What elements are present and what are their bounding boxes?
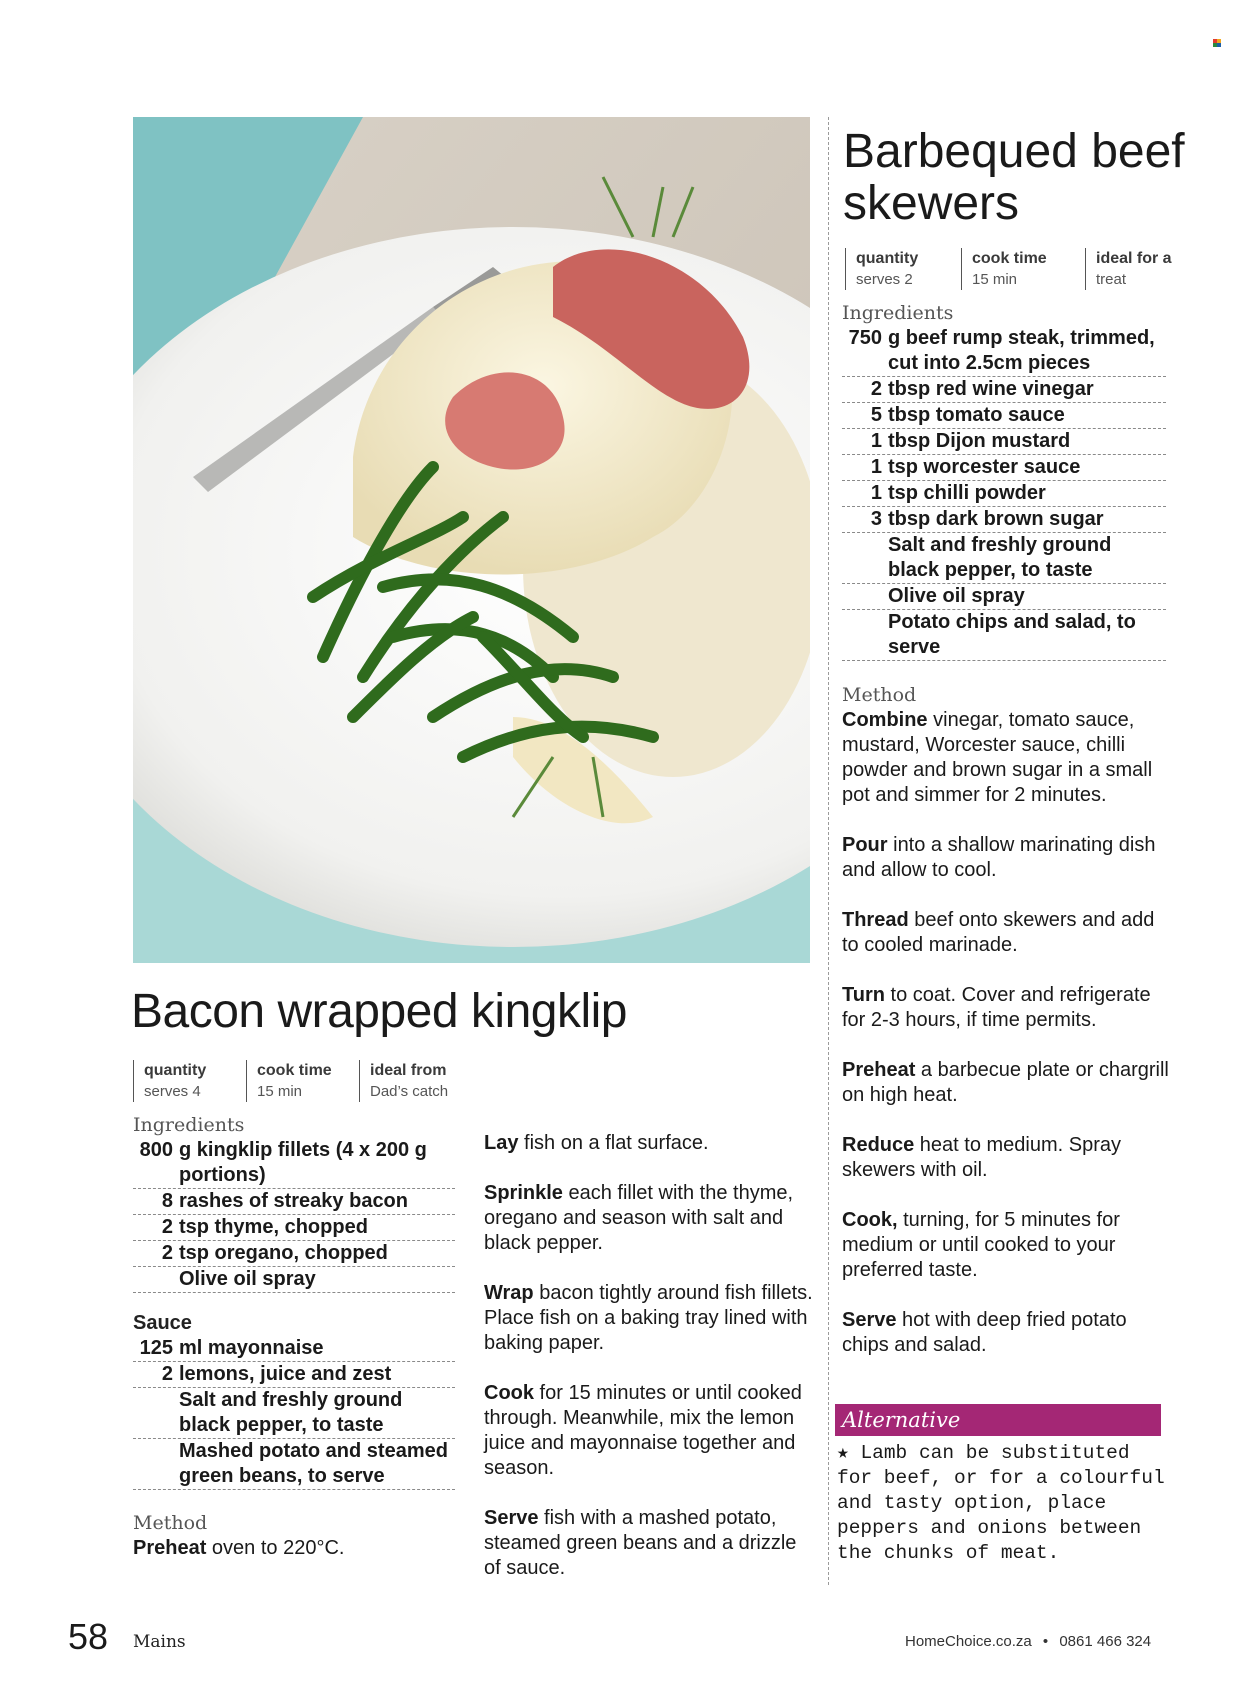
ingredient-text: tsp oregano, chopped: [179, 1242, 388, 1264]
ingredient-qty: 750: [848, 327, 882, 349]
kingklip-recipe-meta: [133, 1060, 490, 1102]
method-step-text: each fillet with the thyme, oregano and season with salt and black pepper.: [484, 1182, 794, 1254]
ingredient-qty: 2: [870, 378, 882, 400]
footer-website: HomeChoice.co.za: [905, 1633, 1032, 1650]
ingredient-qty: [133, 1439, 179, 1489]
method-step: [133, 1536, 453, 1561]
ingredient-qty: 2: [161, 1242, 173, 1264]
meta-label: cook time: [972, 250, 1047, 267]
ingredient-qty: [842, 584, 888, 609]
meta-label: ideal from: [370, 1062, 447, 1079]
ingredient-row: [133, 1388, 455, 1439]
meta-quantity: [845, 248, 951, 290]
meta-label: cook time: [257, 1062, 332, 1079]
footer-separator: •: [1042, 1633, 1049, 1650]
section-name: Mains: [133, 1632, 186, 1652]
method-step: [484, 1281, 814, 1356]
ingredient-text: Salt and freshly ground black pepper, to taste: [888, 534, 1112, 581]
meta-cook-time: [961, 248, 1075, 290]
ingredient-row: [133, 1336, 455, 1362]
kingklip-method-first: [133, 1536, 453, 1586]
ingredient-qty: [133, 1267, 179, 1292]
column-divider: [828, 117, 829, 1585]
meta-ideal-for: [1085, 248, 1196, 290]
ingredient-qty: 8: [161, 1190, 173, 1212]
ingredient-row: [842, 403, 1166, 429]
ingredient-text: tbsp dark brown sugar: [888, 508, 1104, 530]
ingredient-row: [133, 1189, 455, 1215]
method-step-text: heat to medium. Spray skewers with oil.: [842, 1134, 1122, 1181]
method-step-text: a barbecue plate or chargrill on high heat.: [842, 1059, 1169, 1106]
method-step-text: beef onto skewers and add to cooled marinade.: [842, 909, 1155, 956]
ingredient-row: [842, 610, 1166, 661]
method-step-text: vinegar, tomato sauce, mustard, Worcester sauce, chilli powder and brown sugar in a small pot and simmer for 2 minutes.: [842, 709, 1153, 806]
method-step-lead: Serve: [484, 1507, 539, 1529]
method-step-text: hot with deep fried potato chips and salad.: [842, 1309, 1127, 1356]
ingredient-qty: [842, 533, 888, 583]
kingklip-ingredients-list: [133, 1138, 455, 1293]
ingredient-qty: 800: [139, 1139, 173, 1161]
recipe-title-beef-skewers: Barbequed beef skewers: [843, 125, 1185, 230]
method-step-lead: Preheat: [842, 1059, 916, 1081]
ingredient-text: g kingklip fillets (4 x 200 g portions): [179, 1139, 427, 1186]
method-step-lead: Preheat: [133, 1537, 207, 1559]
ingredient-row: [133, 1362, 455, 1388]
method-step-lead: Cook,: [842, 1209, 898, 1231]
method-step-text: turning, for 5 minutes for medium or until cooked to your preferred taste.: [842, 1209, 1120, 1281]
ingredient-text: tsp chilli powder: [888, 482, 1046, 504]
method-step-lead: Cook: [484, 1382, 534, 1404]
ingredient-qty: 2: [161, 1216, 173, 1238]
method-step-lead: Sprinkle: [484, 1182, 563, 1204]
method-step: [484, 1506, 814, 1581]
method-step: [842, 833, 1172, 883]
meta-cook-time: [246, 1060, 349, 1102]
ingredient-text: tbsp tomato sauce: [888, 404, 1065, 426]
method-step: [484, 1381, 814, 1481]
ingredient-text: Olive oil spray: [179, 1268, 316, 1290]
ingredient-text: rashes of streaky bacon: [179, 1190, 408, 1212]
ingredient-qty: 5: [870, 404, 882, 426]
ingredient-qty: 1: [870, 430, 882, 452]
method-step: [842, 983, 1172, 1033]
meta-value: serves 2: [856, 271, 913, 288]
method-step: [842, 1208, 1172, 1283]
ingredient-text: Mashed potato and steamed green beans, to serve: [179, 1440, 448, 1487]
method-step-text: fish with a mashed potato, steamed green beans and a drizzle of sauce.: [484, 1507, 797, 1579]
sauce-heading: Sauce: [133, 1312, 192, 1334]
ingredient-qty: 3: [870, 508, 882, 530]
ingredient-qty: 1: [870, 456, 882, 478]
method-step-lead: Lay: [484, 1132, 519, 1154]
alternative-text: ★ Lamb can be substituted for beef, or for a colourful and tasty option, place peppers and onions between the chunks of meat.: [837, 1442, 1165, 1564]
method-step: [842, 1133, 1172, 1183]
method-step: [484, 1131, 814, 1156]
meta-value: 15 min: [257, 1083, 303, 1100]
ingredient-row: [842, 455, 1166, 481]
beef-method: [842, 708, 1172, 1383]
beef-recipe-meta: [845, 248, 1206, 290]
method-step-text: to coat. Cover and refrigerate for 2-3 hours, if time permits.: [842, 984, 1151, 1031]
meta-value: serves 4: [144, 1083, 201, 1100]
method-step: [842, 1058, 1172, 1108]
method-heading: Method: [133, 1512, 208, 1534]
meta-label: quantity: [144, 1062, 207, 1079]
ingredient-row: [133, 1138, 455, 1189]
method-step-lead: Pour: [842, 834, 888, 856]
ingredient-row: [842, 429, 1166, 455]
ingredient-text: tbsp red wine vinegar: [888, 378, 1094, 400]
ingredient-text: g beef rump steak, trimmed, cut into 2.5cm pieces: [888, 327, 1155, 374]
method-step-text: into a shallow marinating dish and allow to cool.: [842, 834, 1156, 881]
alternative-title: Alternative: [842, 1408, 961, 1432]
ingredient-row: [842, 507, 1166, 533]
meta-value: treat: [1096, 271, 1127, 288]
recipe-title-kingklip: Bacon wrapped kingklip: [131, 985, 627, 1038]
ingredient-row: [842, 377, 1166, 403]
method-step-lead: Wrap: [484, 1282, 534, 1304]
footer-contact: [905, 1633, 1151, 1650]
method-step-lead: Combine: [842, 709, 928, 731]
method-step: [842, 1308, 1172, 1358]
ingredient-text: tsp thyme, chopped: [179, 1216, 368, 1238]
meta-value: 15 min: [972, 271, 1018, 288]
kingklip-method: [484, 1131, 814, 1606]
method-heading: Method: [842, 684, 917, 706]
ingredients-heading: Ingredients: [842, 302, 954, 324]
beef-ingredients-list: [842, 326, 1166, 661]
page-number: 58: [68, 1616, 109, 1657]
meta-label: quantity: [856, 250, 919, 267]
ingredient-text: tsp worcester sauce: [888, 456, 1081, 478]
method-step: [842, 708, 1172, 808]
ingredient-qty: 2: [161, 1363, 173, 1385]
ingredient-text: tbsp Dijon mustard: [888, 430, 1071, 452]
method-step-lead: Serve: [842, 1309, 897, 1331]
ingredient-row: [842, 533, 1166, 584]
brand-logo-icon: [1213, 34, 1221, 42]
method-step-lead: Reduce: [842, 1134, 915, 1156]
method-step-lead: Thread: [842, 909, 909, 931]
ingredient-text: Olive oil spray: [888, 585, 1025, 607]
footer-phone: 0861 466 324: [1059, 1633, 1152, 1650]
ingredient-text: lemons, juice and zest: [179, 1363, 392, 1385]
ingredient-qty: [842, 610, 888, 660]
meta-label: ideal for a: [1096, 250, 1172, 267]
sauce-ingredients-list: [133, 1336, 455, 1490]
method-step: [842, 908, 1172, 958]
ingredient-row: [133, 1241, 455, 1267]
ingredient-row: [842, 326, 1166, 377]
ingredient-row: [133, 1215, 455, 1241]
ingredient-text: Salt and freshly ground black pepper, to taste: [179, 1389, 403, 1436]
ingredient-row: [133, 1439, 455, 1490]
method-step-text: fish on a flat surface.: [518, 1132, 709, 1154]
ingredient-text: Potato chips and salad, to serve: [888, 611, 1136, 658]
meta-ideal-from: [359, 1060, 480, 1102]
method-step-lead: Turn: [842, 984, 885, 1006]
ingredient-row: [133, 1267, 455, 1293]
method-step-text: bacon tightly around fish fillets. Place fish on a baking tray lined with baking paper.: [484, 1282, 813, 1354]
method-step-text: for 15 minutes or until cooked through. Meanwhile, mix the lemon juice and mayonnaise together and season.: [484, 1382, 802, 1479]
ingredients-heading: Ingredients: [133, 1114, 245, 1136]
meta-quantity: [133, 1060, 236, 1102]
food-photo: [133, 117, 810, 963]
ingredient-qty: 125: [139, 1337, 173, 1359]
ingredient-row: [842, 584, 1166, 610]
ingredient-text: ml mayonnaise: [179, 1337, 324, 1359]
meta-value: Dad’s catch: [370, 1083, 449, 1100]
method-step-text: oven to 220°C.: [206, 1537, 345, 1559]
ingredient-qty: [133, 1388, 179, 1438]
method-step: [484, 1181, 814, 1256]
ingredient-qty: 1: [870, 482, 882, 504]
ingredient-row: [842, 481, 1166, 507]
